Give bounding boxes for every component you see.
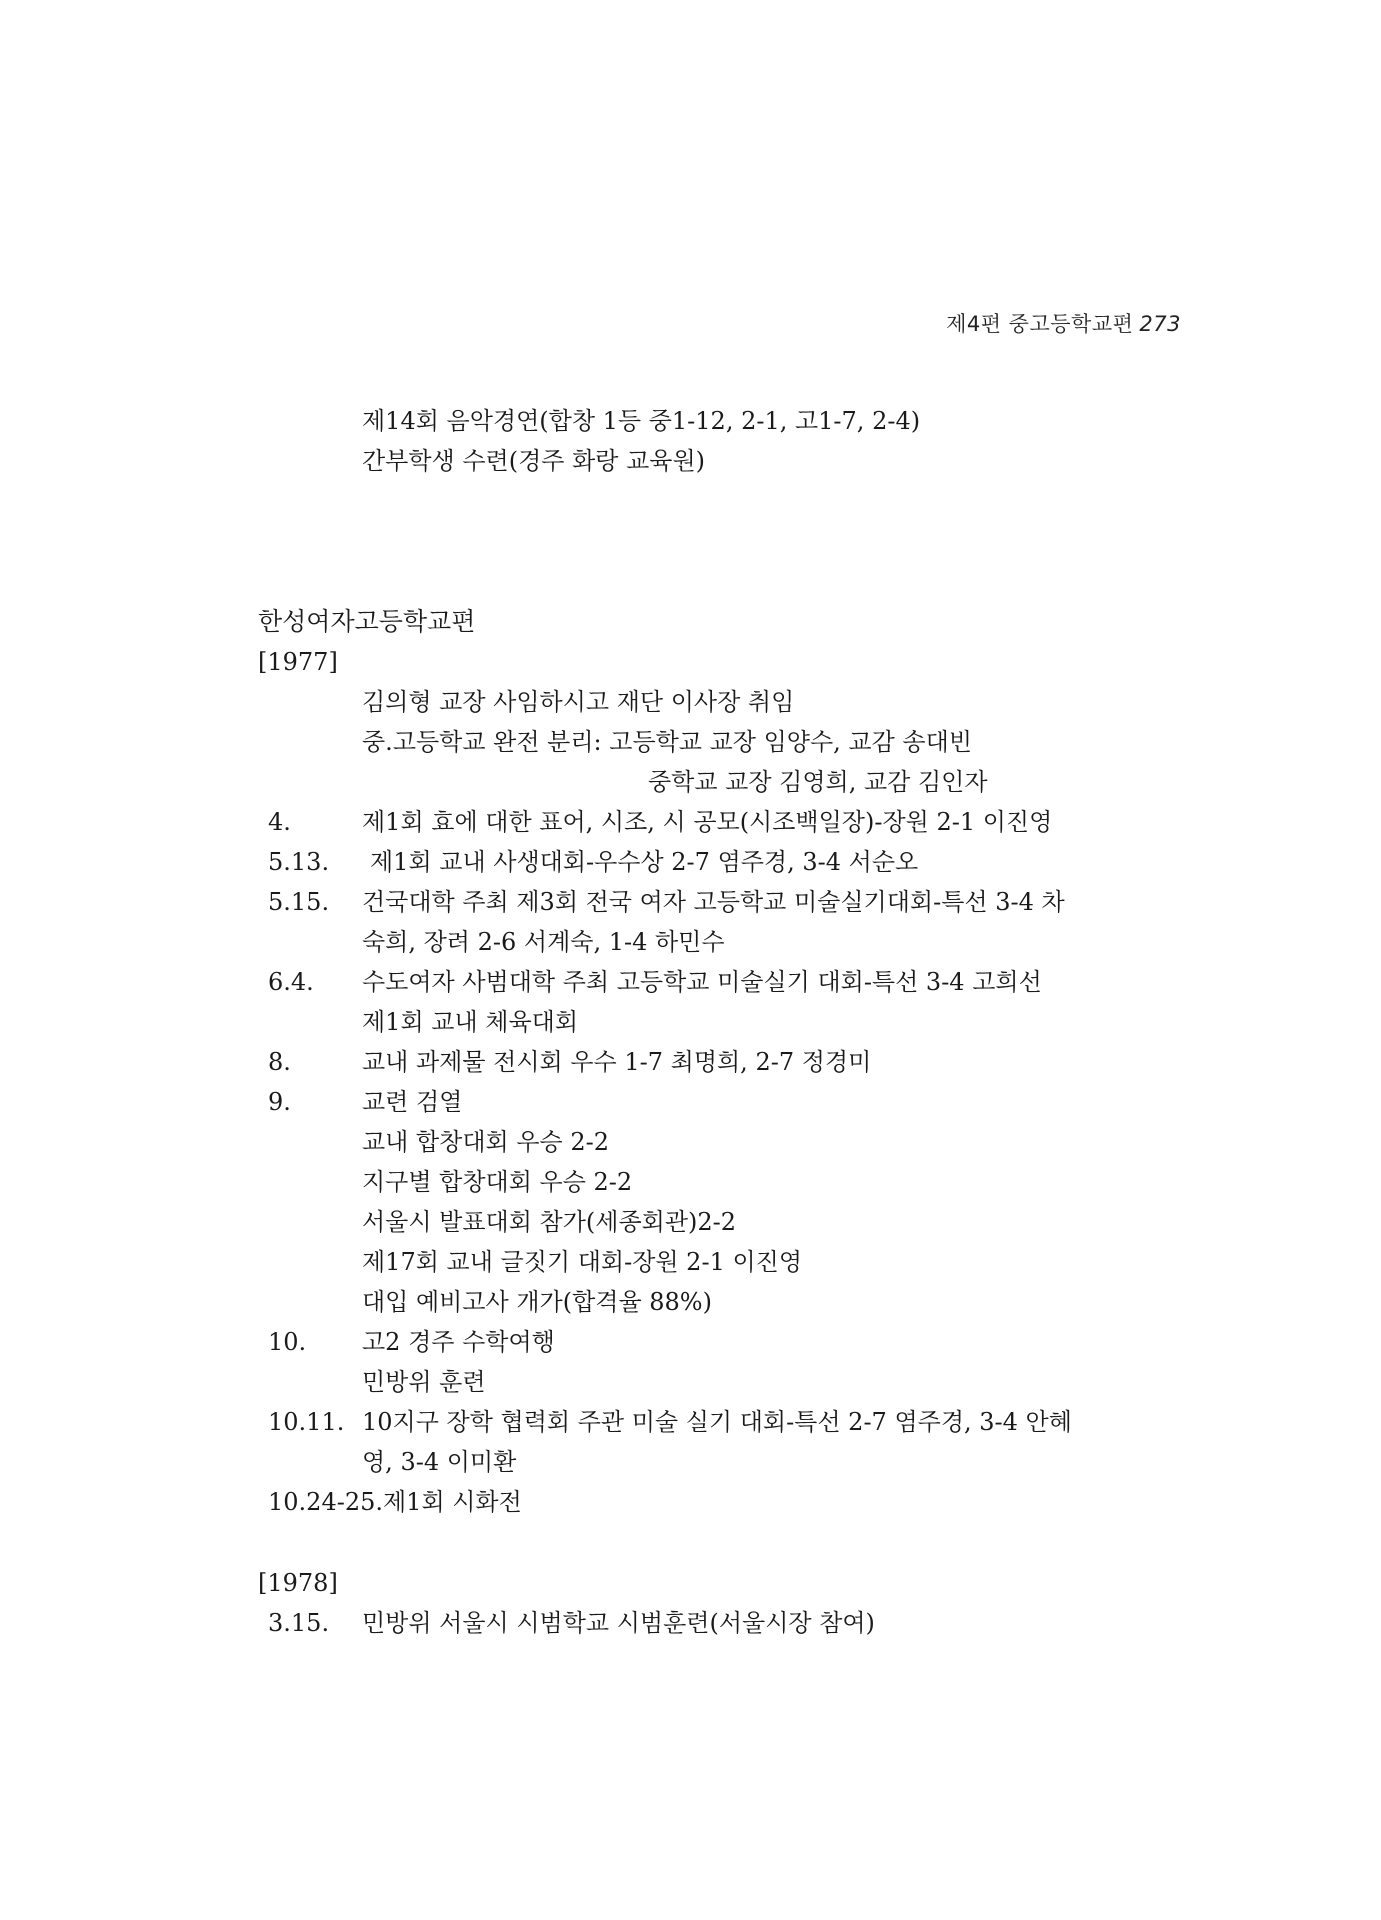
event-date: 9. <box>268 1088 291 1116</box>
event-continuation: 대입 예비고사 개가(합격율 88%) <box>362 1288 712 1316</box>
event-date: 8. <box>268 1048 291 1076</box>
event-text: 제1회 효에 대한 표어, 시조, 시 공모(시조백일장)-장원 2-1 이진영 <box>362 808 1053 836</box>
year-label-1977: [1977] <box>258 648 338 676</box>
event-row <box>258 802 1178 842</box>
year-1977-entries <box>258 682 1178 1522</box>
intro-line: 간부학생 수련(경주 화랑 교육원) <box>362 447 706 475</box>
event-date: 10.24-25.제1회 시화전 <box>268 1488 522 1516</box>
event-text: 수도여자 사범대학 주최 고등학교 미술실기 대회-특선 3-4 고희선 <box>362 968 1042 996</box>
entry-line: 중.고등학교 완전 분리: 고등학교 교장 임양수, 교감 송대빈 <box>362 728 972 756</box>
event-row <box>258 1322 1178 1362</box>
event-date: 6.4. <box>268 968 314 996</box>
event-text: 제1회 시화전 <box>382 1488 522 1516</box>
intro-block <box>258 401 1178 481</box>
event-continuation: 제1회 교내 체육대회 <box>362 1008 578 1036</box>
event-date: 3.15. <box>268 1609 330 1637</box>
event-continuation: 숙희, 장려 2-6 서계숙, 1-4 하민수 <box>362 928 725 956</box>
running-header <box>946 308 1181 338</box>
event-continuation: 서울시 발표대회 참가(세종회관)2-2 <box>362 1208 737 1236</box>
event-continuation: 교내 합창대회 우승 2-2 <box>362 1128 610 1156</box>
event-continuation: 지구별 합창대회 우승 2-2 <box>362 1168 633 1196</box>
year-label-1978: [1978] <box>258 1569 338 1597</box>
event-date: 10. <box>268 1328 307 1356</box>
section-title: 한성여자고등학교편 <box>258 607 476 636</box>
header-title: 제4편 중고등학교편 <box>946 312 1134 336</box>
event-date: 5.15. <box>268 888 330 916</box>
intro-line: 제14회 음악경연(합창 1등 중1-12, 2-1, 고1-7, 2-4) <box>362 407 921 435</box>
event-continuation: 영, 3-4 이미환 <box>362 1448 517 1476</box>
event-text: 고2 경주 수학여행 <box>362 1328 555 1356</box>
entry-line: 중학교 교장 김영희, 교감 김인자 <box>648 768 988 796</box>
event-continuation: 제17회 교내 글짓기 대회-장원 2-1 이진영 <box>362 1248 803 1276</box>
entry-line: 김의형 교장 사임하시고 재단 이사장 취임 <box>362 688 795 716</box>
page-number: 273 <box>1139 312 1181 336</box>
event-row <box>258 1042 1178 1082</box>
event-text: 제1회 교내 사생대회-우수상 2-7 염주경, 3-4 서순오 <box>370 848 919 876</box>
event-row <box>258 882 1178 922</box>
event-continuation: 민방위 훈련 <box>362 1368 486 1396</box>
event-row <box>258 1482 1178 1522</box>
event-text: 교내 과제물 전시회 우수 1-7 최명희, 2-7 정경미 <box>362 1048 872 1076</box>
event-row <box>258 1402 1178 1442</box>
event-text: 민방위 서울시 시범학교 시범훈련(서울시장 참여) <box>362 1609 875 1637</box>
event-date: 10.11. <box>268 1408 345 1436</box>
event-text: 교련 검열 <box>362 1088 463 1116</box>
event-row <box>258 842 1178 882</box>
event-text: 10지구 장학 협력회 주관 미술 실기 대회-특선 2-7 염주경, 3-4 안혜 <box>362 1408 1072 1436</box>
year-1978-block <box>258 1563 1178 1643</box>
event-date: 5.13. <box>268 848 330 876</box>
event-date: 4. <box>268 808 291 836</box>
event-text: 건국대학 주최 제3회 전국 여자 고등학교 미술실기대회-특선 3-4 차 <box>362 888 1065 916</box>
section-block <box>258 602 1178 682</box>
event-row <box>258 962 1178 1002</box>
event-row <box>258 1082 1178 1122</box>
event-row <box>258 1603 1178 1643</box>
